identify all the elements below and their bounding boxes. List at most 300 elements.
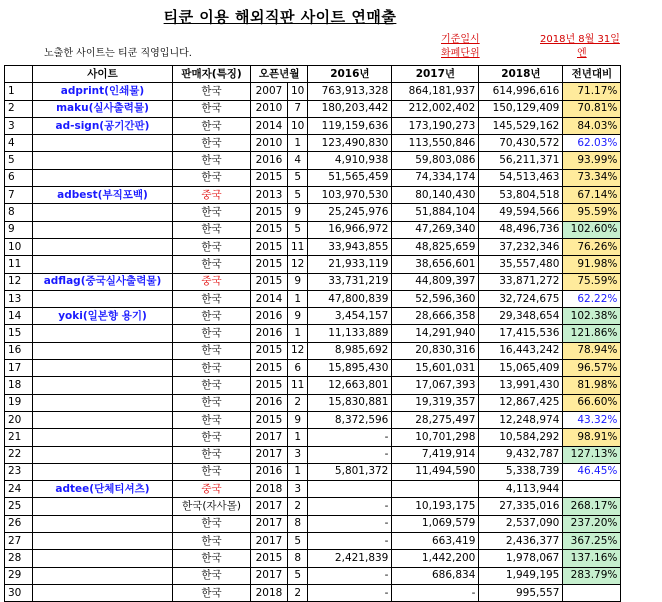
table-row — [5, 152, 621, 169]
open-month-cell: 7 — [288, 100, 308, 117]
sales-2017-cell: 173,190,273 — [392, 117, 479, 134]
sales-2016-cell: - — [308, 446, 392, 463]
sales-2016-cell: 11,133,889 — [308, 325, 392, 342]
sales-2017-cell: 15,601,031 — [392, 360, 479, 377]
sales-2016-cell — [308, 481, 392, 498]
table-row — [5, 169, 621, 186]
table-row — [5, 429, 621, 446]
yoy-ratio-cell: 93.99% — [563, 152, 621, 169]
sales-2017-cell: 17,067,393 — [392, 377, 479, 394]
open-month-cell: 5 — [288, 187, 308, 204]
sales-2017-cell: 59,803,086 — [392, 152, 479, 169]
sales-2018-cell: 12,867,425 — [479, 394, 563, 411]
open-month-cell: 5 — [288, 221, 308, 238]
row-number-cell: 25 — [5, 498, 33, 515]
sales-2017-cell: 113,550,846 — [392, 135, 479, 152]
yoy-ratio-cell: 283.79% — [563, 567, 621, 584]
table-row — [5, 238, 621, 255]
site-name-cell — [33, 135, 173, 152]
open-year-cell: 2013 — [251, 187, 288, 204]
sales-2018-cell: 10,584,292 — [479, 429, 563, 446]
yoy-ratio-cell — [563, 584, 621, 601]
table-row — [5, 308, 621, 325]
table-header-row — [5, 66, 621, 83]
site-name-cell — [33, 152, 173, 169]
open-month-cell: 1 — [288, 290, 308, 307]
open-month-cell: 1 — [288, 429, 308, 446]
open-month-cell: 3 — [288, 446, 308, 463]
seller-cell: 한국 — [173, 83, 251, 100]
seller-cell: 한국 — [173, 550, 251, 567]
sales-2018-cell: 17,415,536 — [479, 325, 563, 342]
sales-2017-cell: 47,269,340 — [392, 221, 479, 238]
open-month-cell: 1 — [288, 325, 308, 342]
sales-2017-cell — [392, 481, 479, 498]
sales-2017-cell: 14,291,940 — [392, 325, 479, 342]
seller-cell: 한국 — [173, 394, 251, 411]
site-name-cell — [33, 446, 173, 463]
table-row — [5, 394, 621, 411]
sales-2016-cell: 25,245,976 — [308, 204, 392, 221]
row-number-cell: 14 — [5, 308, 33, 325]
site-name-cell — [33, 221, 173, 238]
header-no — [5, 66, 33, 83]
seller-cell: 한국 — [173, 584, 251, 601]
site-name-cell: adprint(인쇄물) — [33, 83, 173, 100]
open-year-cell: 2007 — [251, 83, 288, 100]
site-name-cell: ad-sign(공기간판) — [33, 117, 173, 134]
seller-cell: 한국(자사몰) — [173, 498, 251, 515]
sales-2017-cell: 44,809,397 — [392, 273, 479, 290]
sales-2016-cell: 2,421,839 — [308, 550, 392, 567]
notice-text: 노출한 사이트는 티쿤 직영입니다. — [44, 48, 192, 59]
table-body — [5, 83, 621, 602]
sales-2016-cell: 5,801,372 — [308, 463, 392, 480]
table-row — [5, 360, 621, 377]
site-name-cell — [33, 533, 173, 550]
sales-2016-cell: 51,565,459 — [308, 169, 392, 186]
yoy-ratio-cell: 95.59% — [563, 204, 621, 221]
site-name-cell — [33, 498, 173, 515]
header-open-date: 오픈년월 — [251, 66, 308, 83]
sales-2016-cell: 33,731,219 — [308, 273, 392, 290]
reference-date-value: 2018년 8월 31일 — [540, 34, 620, 45]
seller-cell: 한국 — [173, 290, 251, 307]
open-month-cell: 4 — [288, 152, 308, 169]
seller-cell: 한국 — [173, 308, 251, 325]
sales-2018-cell: 12,248,974 — [479, 411, 563, 428]
row-number-cell: 4 — [5, 135, 33, 152]
sales-2016-cell: - — [308, 429, 392, 446]
open-year-cell: 2014 — [251, 117, 288, 134]
open-month-cell: 10 — [288, 83, 308, 100]
currency-unit-value: 엔 — [577, 48, 587, 59]
row-number-cell: 24 — [5, 481, 33, 498]
header-2016: 2016년 — [308, 66, 392, 83]
open-month-cell: 1 — [288, 135, 308, 152]
sales-2017-cell: 51,884,104 — [392, 204, 479, 221]
yoy-ratio-cell: 78.94% — [563, 342, 621, 359]
row-number-cell: 6 — [5, 169, 33, 186]
yoy-ratio-cell: 81.98% — [563, 377, 621, 394]
sales-2016-cell: 123,490,830 — [308, 135, 392, 152]
sales-2018-cell: 54,513,463 — [479, 169, 563, 186]
table-row — [5, 377, 621, 394]
row-number-cell: 16 — [5, 342, 33, 359]
row-number-cell: 3 — [5, 117, 33, 134]
table-row — [5, 446, 621, 463]
sales-2017-cell: 686,834 — [392, 567, 479, 584]
seller-cell: 한국 — [173, 411, 251, 428]
sales-2018-cell: 27,335,016 — [479, 498, 563, 515]
row-number-cell: 10 — [5, 238, 33, 255]
table-row — [5, 221, 621, 238]
open-year-cell: 2015 — [251, 342, 288, 359]
yoy-ratio-cell: 268.17% — [563, 498, 621, 515]
row-number-cell: 13 — [5, 290, 33, 307]
yoy-ratio-cell: 137.16% — [563, 550, 621, 567]
row-number-cell: 21 — [5, 429, 33, 446]
sales-2017-cell: 1,442,200 — [392, 550, 479, 567]
sales-2018-cell: 9,432,787 — [479, 446, 563, 463]
row-number-cell: 12 — [5, 273, 33, 290]
seller-cell: 한국 — [173, 342, 251, 359]
yoy-ratio-cell: 43.32% — [563, 411, 621, 428]
sales-2016-cell: - — [308, 567, 392, 584]
table-row — [5, 187, 621, 204]
yoy-ratio-cell: 367.25% — [563, 533, 621, 550]
open-year-cell: 2017 — [251, 498, 288, 515]
sales-2018-cell: 13,991,430 — [479, 377, 563, 394]
seller-cell: 한국 — [173, 135, 251, 152]
seller-cell: 한국 — [173, 360, 251, 377]
seller-cell: 중국 — [173, 273, 251, 290]
yoy-ratio-cell: 70.81% — [563, 100, 621, 117]
sales-2018-cell: 33,871,272 — [479, 273, 563, 290]
sales-2018-cell: 35,557,480 — [479, 256, 563, 273]
table-row — [5, 204, 621, 221]
seller-cell: 한국 — [173, 204, 251, 221]
open-month-cell: 6 — [288, 360, 308, 377]
page-title: 티쿤 이용 해외직판 사이트 연매출 — [163, 8, 397, 26]
seller-cell: 한국 — [173, 567, 251, 584]
sales-2018-cell: 614,996,616 — [479, 83, 563, 100]
seller-cell: 한국 — [173, 221, 251, 238]
sales-2017-cell: 663,419 — [392, 533, 479, 550]
open-year-cell: 2015 — [251, 411, 288, 428]
open-year-cell: 2015 — [251, 221, 288, 238]
yoy-ratio-cell — [563, 481, 621, 498]
open-year-cell: 2017 — [251, 429, 288, 446]
sales-table — [4, 65, 621, 602]
sales-2017-cell: 19,319,357 — [392, 394, 479, 411]
row-number-cell: 19 — [5, 394, 33, 411]
open-year-cell: 2015 — [251, 360, 288, 377]
reference-date-label: 기준일시 — [441, 34, 480, 45]
yoy-ratio-cell: 66.60% — [563, 394, 621, 411]
row-number-cell: 11 — [5, 256, 33, 273]
yoy-ratio-cell: 46.45% — [563, 463, 621, 480]
seller-cell: 한국 — [173, 152, 251, 169]
site-name-cell — [33, 429, 173, 446]
sales-2016-cell: 103,970,530 — [308, 187, 392, 204]
currency-unit-label: 화폐단위 — [441, 48, 480, 59]
open-month-cell: 8 — [288, 515, 308, 532]
open-year-cell: 2015 — [251, 256, 288, 273]
yoy-ratio-cell: 71.17% — [563, 83, 621, 100]
seller-cell: 한국 — [173, 238, 251, 255]
open-month-cell: 2 — [288, 394, 308, 411]
sales-2018-cell: 2,436,377 — [479, 533, 563, 550]
open-year-cell: 2016 — [251, 152, 288, 169]
row-number-cell: 17 — [5, 360, 33, 377]
site-name-cell — [33, 290, 173, 307]
yoy-ratio-cell: 84.03% — [563, 117, 621, 134]
table-row — [5, 256, 621, 273]
sales-2018-cell: 29,348,654 — [479, 308, 563, 325]
yoy-ratio-cell: 75.59% — [563, 273, 621, 290]
open-month-cell: 9 — [288, 273, 308, 290]
site-name-cell — [33, 411, 173, 428]
site-name-cell — [33, 256, 173, 273]
seller-cell: 한국 — [173, 117, 251, 134]
site-name-cell — [33, 567, 173, 584]
open-year-cell: 2015 — [251, 273, 288, 290]
sales-2018-cell: 2,537,090 — [479, 515, 563, 532]
site-name-cell: maku(실사출력물) — [33, 100, 173, 117]
yoy-ratio-cell: 127.13% — [563, 446, 621, 463]
sales-2016-cell: 8,985,692 — [308, 342, 392, 359]
open-month-cell: 9 — [288, 308, 308, 325]
open-month-cell: 1 — [288, 463, 308, 480]
sales-2017-cell: 7,419,914 — [392, 446, 479, 463]
row-number-cell: 20 — [5, 411, 33, 428]
open-month-cell: 5 — [288, 567, 308, 584]
sales-2018-cell: 5,338,739 — [479, 463, 563, 480]
open-year-cell: 2015 — [251, 238, 288, 255]
sales-2016-cell: - — [308, 515, 392, 532]
seller-cell: 한국 — [173, 377, 251, 394]
seller-cell: 한국 — [173, 515, 251, 532]
open-year-cell: 2018 — [251, 481, 288, 498]
seller-cell: 한국 — [173, 533, 251, 550]
open-month-cell: 2 — [288, 584, 308, 601]
sales-2016-cell: 15,830,881 — [308, 394, 392, 411]
open-month-cell: 5 — [288, 169, 308, 186]
open-month-cell: 12 — [288, 256, 308, 273]
table-row — [5, 533, 621, 550]
sales-2018-cell: 32,724,675 — [479, 290, 563, 307]
table-row — [5, 411, 621, 428]
yoy-ratio-cell: 76.26% — [563, 238, 621, 255]
open-month-cell: 2 — [288, 498, 308, 515]
table-row — [5, 325, 621, 342]
open-year-cell: 2017 — [251, 567, 288, 584]
sales-2018-cell: 53,804,518 — [479, 187, 563, 204]
sales-2018-cell: 15,065,409 — [479, 360, 563, 377]
sales-2016-cell: 47,800,839 — [308, 290, 392, 307]
row-number-cell: 1 — [5, 83, 33, 100]
yoy-ratio-cell: 73.34% — [563, 169, 621, 186]
sales-2016-cell: - — [308, 498, 392, 515]
row-number-cell: 23 — [5, 463, 33, 480]
sales-2018-cell: 995,557 — [479, 584, 563, 601]
row-number-cell: 2 — [5, 100, 33, 117]
open-year-cell: 2014 — [251, 290, 288, 307]
sales-2016-cell: 119,159,636 — [308, 117, 392, 134]
seller-cell: 한국 — [173, 169, 251, 186]
row-number-cell: 27 — [5, 533, 33, 550]
sales-2017-cell: 28,666,358 — [392, 308, 479, 325]
table-row — [5, 550, 621, 567]
yoy-ratio-cell: 98.91% — [563, 429, 621, 446]
yoy-ratio-cell: 62.22% — [563, 290, 621, 307]
open-year-cell: 2015 — [251, 169, 288, 186]
sales-2016-cell: - — [308, 584, 392, 601]
seller-cell: 한국 — [173, 463, 251, 480]
yoy-ratio-cell: 102.60% — [563, 221, 621, 238]
row-number-cell: 18 — [5, 377, 33, 394]
open-month-cell: 9 — [288, 411, 308, 428]
seller-cell: 중국 — [173, 481, 251, 498]
sales-2018-cell: 48,496,736 — [479, 221, 563, 238]
sales-2017-cell: 74,334,174 — [392, 169, 479, 186]
yoy-ratio-cell: 121.86% — [563, 325, 621, 342]
open-year-cell: 2010 — [251, 135, 288, 152]
sales-2018-cell: 150,129,409 — [479, 100, 563, 117]
row-number-cell: 28 — [5, 550, 33, 567]
yoy-ratio-cell: 237.20% — [563, 515, 621, 532]
open-month-cell: 11 — [288, 238, 308, 255]
open-year-cell: 2017 — [251, 533, 288, 550]
open-month-cell: 8 — [288, 550, 308, 567]
open-month-cell: 10 — [288, 117, 308, 134]
sales-2016-cell: 15,895,430 — [308, 360, 392, 377]
header-seller: 판매자(특징) — [173, 66, 251, 83]
site-name-cell — [33, 584, 173, 601]
header-2017: 2017년 — [392, 66, 479, 83]
yoy-ratio-cell: 67.14% — [563, 187, 621, 204]
open-month-cell: 12 — [288, 342, 308, 359]
row-number-cell: 9 — [5, 221, 33, 238]
header-site: 사이트 — [33, 66, 173, 83]
table-row — [5, 290, 621, 307]
sales-2018-cell: 145,529,162 — [479, 117, 563, 134]
sales-2018-cell: 70,430,572 — [479, 135, 563, 152]
table-row — [5, 515, 621, 532]
row-number-cell: 8 — [5, 204, 33, 221]
seller-cell: 한국 — [173, 429, 251, 446]
sales-2017-cell: 80,140,430 — [392, 187, 479, 204]
sales-2017-cell: 10,701,298 — [392, 429, 479, 446]
seller-cell: 한국 — [173, 256, 251, 273]
site-name-cell — [33, 325, 173, 342]
row-number-cell: 7 — [5, 187, 33, 204]
table-row — [5, 498, 621, 515]
open-year-cell: 2017 — [251, 515, 288, 532]
open-month-cell: 5 — [288, 533, 308, 550]
site-name-cell — [33, 169, 173, 186]
open-year-cell: 2015 — [251, 377, 288, 394]
yoy-ratio-cell: 62.03% — [563, 135, 621, 152]
site-name-cell — [33, 463, 173, 480]
row-number-cell: 22 — [5, 446, 33, 463]
sales-2016-cell: 4,910,938 — [308, 152, 392, 169]
row-number-cell: 29 — [5, 567, 33, 584]
yoy-ratio-cell: 96.57% — [563, 360, 621, 377]
sales-2017-cell: 28,275,497 — [392, 411, 479, 428]
table-row — [5, 463, 621, 480]
site-name-cell — [33, 360, 173, 377]
sales-2016-cell: 3,454,157 — [308, 308, 392, 325]
sales-2016-cell: - — [308, 533, 392, 550]
sales-2016-cell: 33,943,855 — [308, 238, 392, 255]
sales-2017-cell: 38,656,601 — [392, 256, 479, 273]
sales-2016-cell: 21,933,119 — [308, 256, 392, 273]
sales-2017-cell: 864,181,937 — [392, 83, 479, 100]
sales-2017-cell: 48,825,659 — [392, 238, 479, 255]
table-row — [5, 117, 621, 134]
site-name-cell — [33, 204, 173, 221]
yoy-ratio-cell: 91.98% — [563, 256, 621, 273]
table-row — [5, 342, 621, 359]
table-row — [5, 584, 621, 601]
row-number-cell: 15 — [5, 325, 33, 342]
sales-2016-cell: 16,966,972 — [308, 221, 392, 238]
site-name-cell — [33, 342, 173, 359]
sales-2017-cell: 212,002,402 — [392, 100, 479, 117]
sales-2018-cell: 1,949,195 — [479, 567, 563, 584]
site-name-cell: adtee(단체티셔츠) — [33, 481, 173, 498]
table-row — [5, 273, 621, 290]
row-number-cell: 30 — [5, 584, 33, 601]
sales-2016-cell: 180,203,442 — [308, 100, 392, 117]
open-month-cell: 3 — [288, 481, 308, 498]
open-year-cell: 2015 — [251, 204, 288, 221]
seller-cell: 한국 — [173, 446, 251, 463]
sales-2017-cell: 1,069,579 — [392, 515, 479, 532]
open-year-cell: 2017 — [251, 446, 288, 463]
sales-2016-cell: 12,663,801 — [308, 377, 392, 394]
sales-2017-cell: - — [392, 584, 479, 601]
table-row — [5, 481, 621, 498]
sales-2018-cell: 16,443,242 — [479, 342, 563, 359]
sales-2017-cell: 10,193,175 — [392, 498, 479, 515]
sales-2018-cell: 4,113,944 — [479, 481, 563, 498]
sales-2018-cell: 56,211,371 — [479, 152, 563, 169]
table-row — [5, 567, 621, 584]
sales-2018-cell: 1,978,067 — [479, 550, 563, 567]
open-year-cell: 2016 — [251, 394, 288, 411]
open-year-cell: 2016 — [251, 308, 288, 325]
open-month-cell: 11 — [288, 377, 308, 394]
open-year-cell: 2010 — [251, 100, 288, 117]
site-name-cell: adflag(중국실사출력물) — [33, 273, 173, 290]
site-name-cell — [33, 394, 173, 411]
open-year-cell: 2016 — [251, 463, 288, 480]
header-yoy: 전년대비 — [563, 66, 621, 83]
open-year-cell: 2016 — [251, 325, 288, 342]
site-name-cell — [33, 377, 173, 394]
seller-cell: 한국 — [173, 325, 251, 342]
table-row — [5, 83, 621, 100]
row-number-cell: 26 — [5, 515, 33, 532]
seller-cell: 중국 — [173, 187, 251, 204]
yoy-ratio-cell: 102.38% — [563, 308, 621, 325]
site-name-cell: adbest(부직포백) — [33, 187, 173, 204]
sales-2017-cell: 20,830,316 — [392, 342, 479, 359]
open-year-cell: 2018 — [251, 584, 288, 601]
